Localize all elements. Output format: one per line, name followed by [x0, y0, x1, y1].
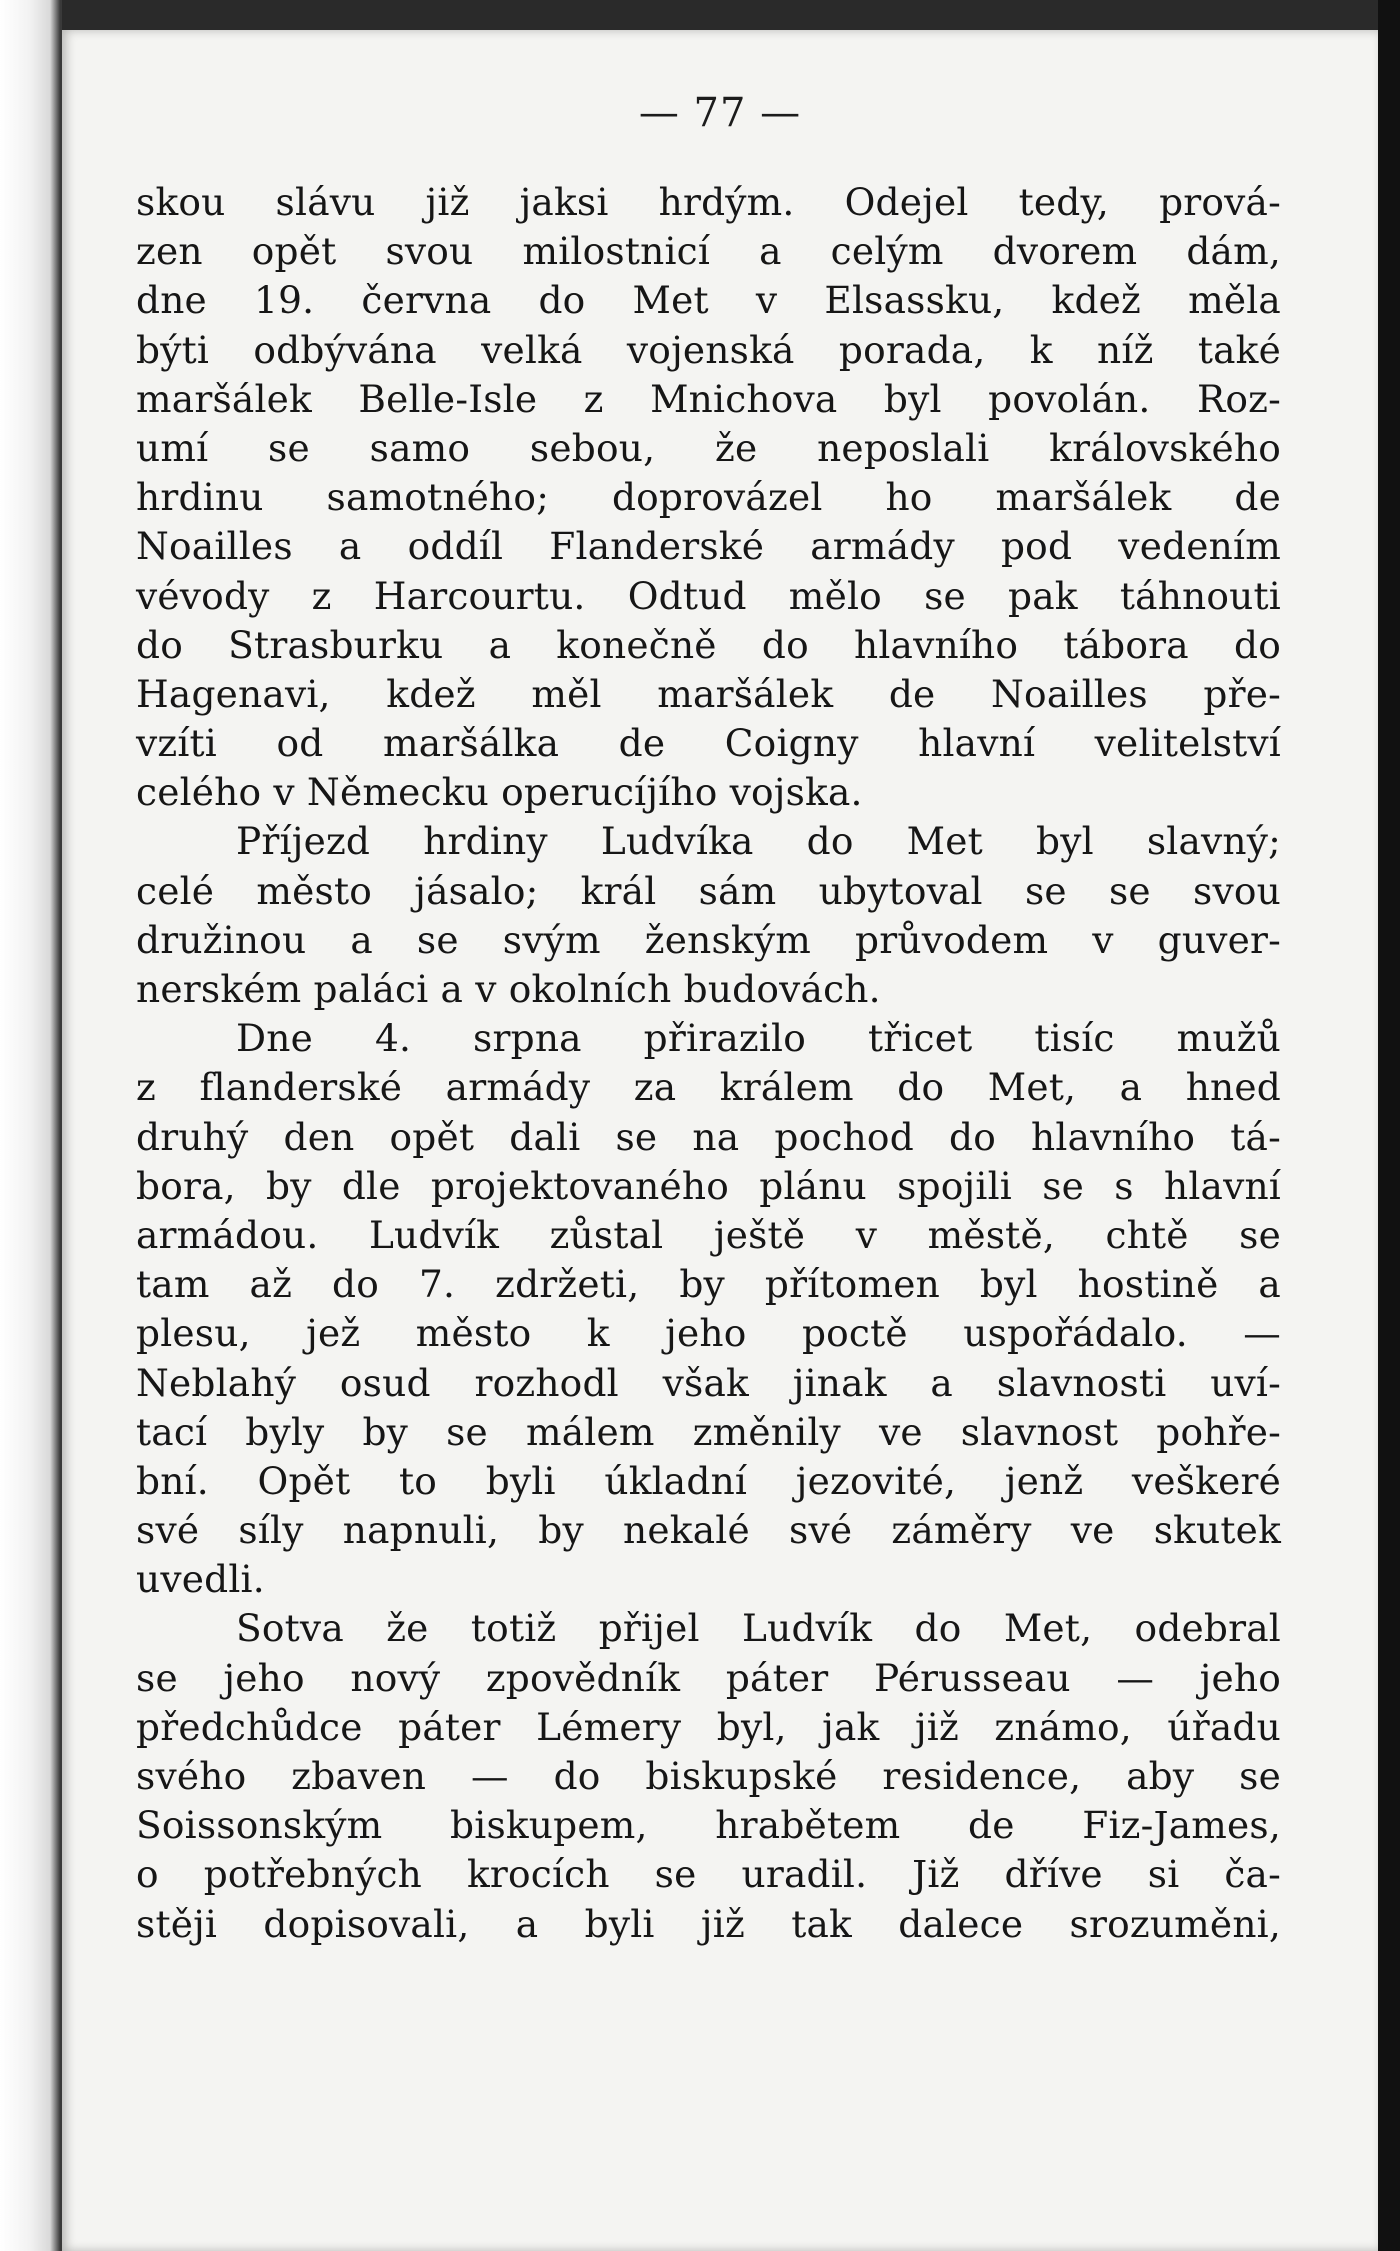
book-gutter [0, 0, 62, 2251]
text-line: býti odbývána velká vojenská porada, k níž také [136, 327, 1281, 372]
text-line: zen opět svou milostnicí a celým dvorem dám, [136, 229, 1281, 274]
text-line: Příjezd hrdiny Ludvíka do Met byl slavný; [236, 819, 1281, 864]
text-line: Sotva že totiž přijel Ludvík do Met, odebral [236, 1606, 1281, 1651]
text-line: hrdinu samotného; doprovázel ho maršálek de [136, 475, 1281, 520]
text-line: bní. Opět to byli úkladní jezovité, jenž veškeré [136, 1458, 1281, 1503]
scan-edge [1378, 0, 1400, 2251]
body-text [136, 178, 1281, 1949]
text-line: druhý den opět dali se na pochod do hlavního tá- [136, 1114, 1281, 1159]
text-line: celého v Německu operucíjího vojska. [136, 770, 863, 815]
text-line: z flanderské armády za králem do Met, a hned [136, 1065, 1281, 1110]
text-line: dne 19. června do Met v Elsassku, kdež měla [136, 278, 1281, 323]
text-line: umí se samo sebou, že neposlali královského [136, 425, 1281, 470]
text-line: tam až do 7. zdržeti, by přítomen byl hostině a [136, 1262, 1281, 1307]
text-line: skou slávu již jaksi hrdým. Odejel tedy, prová- [136, 180, 1281, 224]
page-number: — 77 — [638, 90, 802, 136]
text-line: maršálek Belle-Isle z Mnichova byl povolán. Roz- [136, 376, 1281, 421]
text-line: předchůdce páter Lémery byl, jak již známo, úřadu [136, 1704, 1281, 1749]
text-line: stěji dopisovali, a byli již tak dalece srozuměni, [136, 1901, 1281, 1946]
text-line: armádou. Ludvík zůstal ještě v městě, chtě se [136, 1212, 1281, 1257]
text-line: Hagenavi, kdež měl maršálek de Noailles pře- [136, 671, 1281, 716]
text-line: o potřebných krocích se uradil. Již dříve si ča- [136, 1852, 1281, 1897]
text-line: do Strasburku a konečně do hlavního tábora do [136, 622, 1281, 667]
page-sheet [62, 30, 1378, 2251]
text-line: plesu, jež město k jeho poctě uspořádalo. — [136, 1311, 1281, 1356]
text-line: celé město jásalo; král sám ubytoval se se svou [136, 868, 1281, 913]
text-line: Neblahý osud rozhodl však jinak a slavnosti uví- [136, 1360, 1281, 1405]
text-line: bora, by dle projektovaného plánu spojili se s hlavní [136, 1163, 1281, 1208]
text-line: své síly napnuli, by nekalé své záměry ve skutek [136, 1508, 1281, 1553]
text-line: vévody z Harcourtu. Odtud mělo se pak táhnouti [136, 573, 1281, 618]
text-line: vzíti od maršálka de Coigny hlavní velitelství [136, 721, 1281, 766]
text-line: Dne 4. srpna přirazilo třicet tisíc mužů [236, 1016, 1281, 1061]
text-line: nerském paláci a v okolních budovách. [136, 967, 881, 1011]
text-line: tací byly by se málem změnily ve slavnost pohře- [136, 1409, 1281, 1454]
text-line: družinou a se svým ženským průvodem v guver- [136, 917, 1281, 962]
text-line: svého zbaven — do biskupské residence, aby se [136, 1754, 1281, 1798]
text-line: se jeho nový zpovědník páter Pérusseau — jeho [136, 1655, 1281, 1700]
text-line: uvedli. [136, 1557, 265, 1602]
text-line: Noailles a oddíl Flanderské armády pod vedením [136, 524, 1281, 569]
text-line: Soissonským biskupem, hrabětem de Fiz-James, [136, 1803, 1281, 1848]
